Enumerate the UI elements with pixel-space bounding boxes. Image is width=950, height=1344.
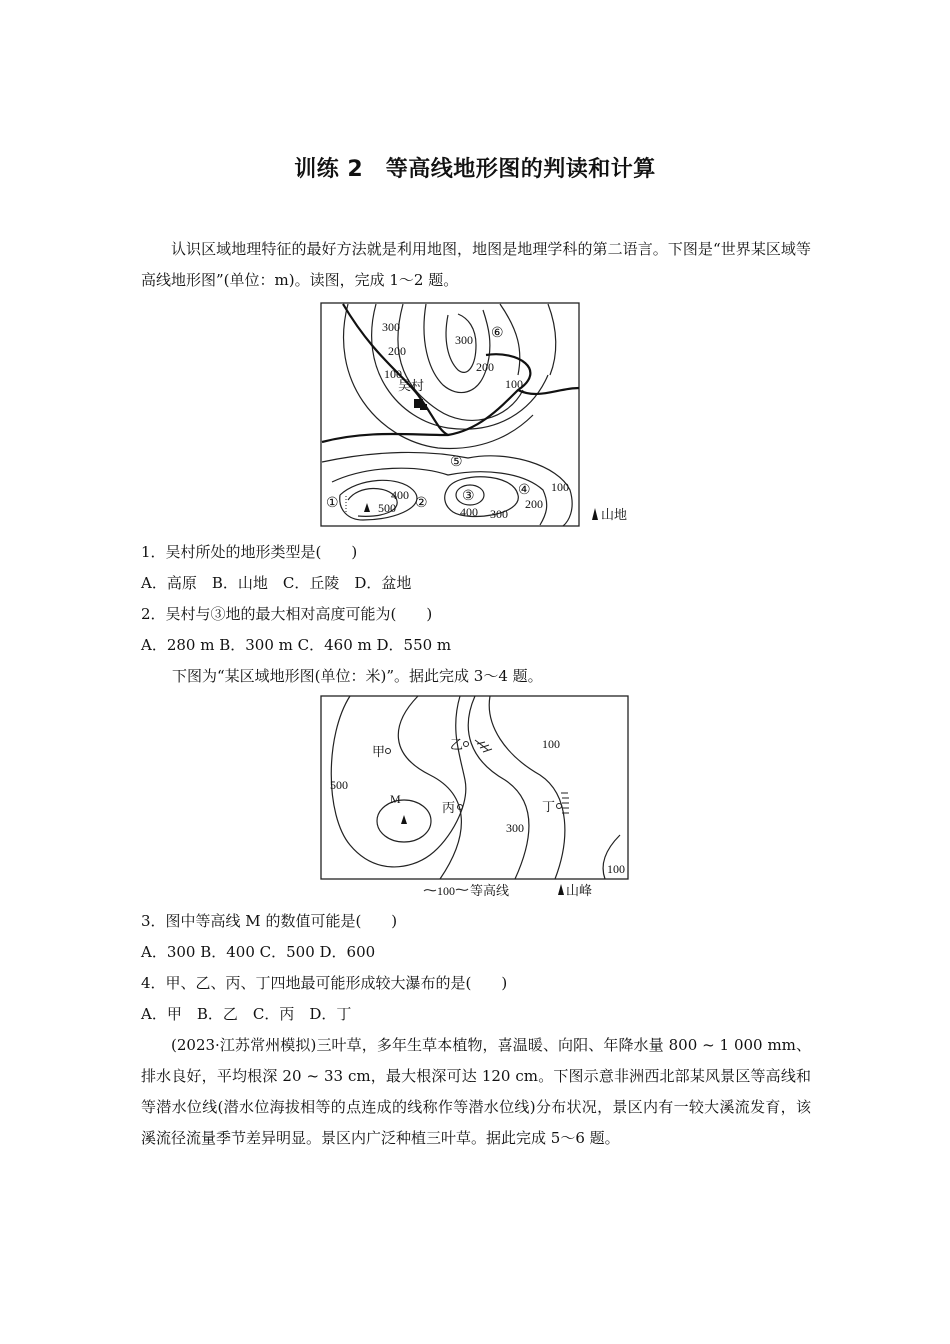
mountain-peak-icon [364, 503, 370, 512]
question-2-options: A．280 m B．300 m C．460 m D．550 m [141, 636, 452, 654]
question-2-stem: 2．吴村与③地的最大相对高度可能为( ) [141, 605, 433, 623]
contour-label: 500 [378, 501, 396, 515]
legend-peak-label: 山峰 [566, 883, 593, 898]
point-label: ② [415, 496, 428, 511]
legend-contour-value: 100 [437, 884, 455, 898]
contour-label: 300 [506, 821, 524, 835]
contour-line [548, 304, 556, 375]
point-label: 甲 [372, 744, 386, 759]
map-1-frame [321, 303, 579, 526]
point-label: ① [326, 496, 339, 511]
river [518, 388, 579, 394]
mountain-peak-icon [558, 884, 564, 895]
mountain-peak-icon [592, 508, 598, 520]
point-label: ⑤ [450, 455, 463, 470]
contour-label: 100 [542, 737, 560, 751]
contour-label: 300 [490, 507, 508, 521]
point-yi [464, 742, 469, 747]
village-label: 吴村 [398, 378, 425, 393]
point-label: 丙 [442, 800, 456, 815]
contour-line [424, 304, 490, 393]
contour-label-m: M [390, 792, 401, 806]
contour-line [489, 696, 565, 879]
contour-label: 200 [476, 360, 494, 374]
question-3-options: A．300 B．400 C．500 D．600 [141, 943, 376, 961]
mountain-peak-icon [401, 815, 407, 824]
question-1-options: A．高原 B．山地 C．丘陵 D．盆地 [141, 574, 412, 592]
contour-label: 200 [525, 497, 543, 511]
question-4-stem: 4．甲、乙、丙、丁四地最可能形成较大瀑布的是( ) [141, 974, 508, 992]
point-label: ⑥ [491, 326, 504, 341]
point-label: ④ [518, 483, 531, 498]
intro-paragraph-1: 认识区域地理特征的最好方法就是利用地图，地图是地理学科的第二语言。下图是“世界某区域等高线地形图”(单位：m)。读图，完成 1～2 题。 [141, 240, 811, 289]
contour-label: 300 [382, 320, 400, 334]
question-1-stem: 1．吴村所处的地形类型是( ) [141, 543, 358, 561]
intro-paragraph-2: 下图为“某区域地形图(单位：米)”。据此完成 3～4 题。 [172, 667, 543, 685]
page-title: 训练 2 等高线地形图的判读和计算 [294, 157, 656, 182]
contour-line [468, 696, 529, 879]
point-ding [557, 804, 562, 809]
contour-label: 100 [384, 367, 402, 381]
cliff-hatch [475, 740, 492, 752]
legend-contour-label: 等高线 [470, 883, 510, 898]
point-label: 乙 [450, 737, 464, 752]
cliff-hatch [561, 793, 569, 813]
map-1-contour-map [318, 300, 638, 528]
legend-contour-line [456, 889, 468, 890]
point-label: ③ [462, 489, 475, 504]
village-square [420, 404, 427, 410]
contour-label: 100 [505, 377, 523, 391]
contour-label: 400 [391, 488, 409, 502]
map-2-terrain-map [320, 695, 632, 905]
map-2-frame [321, 696, 628, 879]
legend-contour-line [424, 890, 436, 891]
contour-label: 100 [607, 862, 625, 876]
contour-label: 500 [330, 778, 348, 792]
intro-paragraph-3: (2023·江苏常州模拟)三叶草，多年生草本植物，喜温暖、向阳、年降水量 800 ~ 1 000 mm、排水良好，平均根深 20 ~ 33 cm，最大根深可达 120 cm。下图示意非洲西北部某风景区等高线和等潜水位线(潜水位海拔相等的点连成的线称作等潜水位线)分布状况，景区内有一较大溪流发育，该溪流径流量季节差异明显。景区内广泛种植三叶草。据此完成 5～6 题。 [141, 1036, 811, 1147]
contour-label: 300 [455, 333, 473, 347]
contour-line [398, 696, 464, 879]
question-4-options: A．甲 B．乙 C．丙 D．丁 [141, 1005, 352, 1023]
legend-mountain-label: 山地 [601, 507, 628, 522]
question-3-stem: 3．图中等高线 M 的数值可能是( ) [141, 912, 398, 930]
contour-label: 200 [388, 344, 406, 358]
river [322, 354, 530, 442]
contour-label: 100 [551, 480, 569, 494]
point-label: 丁 [542, 799, 556, 814]
contour-label: 400 [460, 505, 478, 519]
point-jia [386, 749, 391, 754]
